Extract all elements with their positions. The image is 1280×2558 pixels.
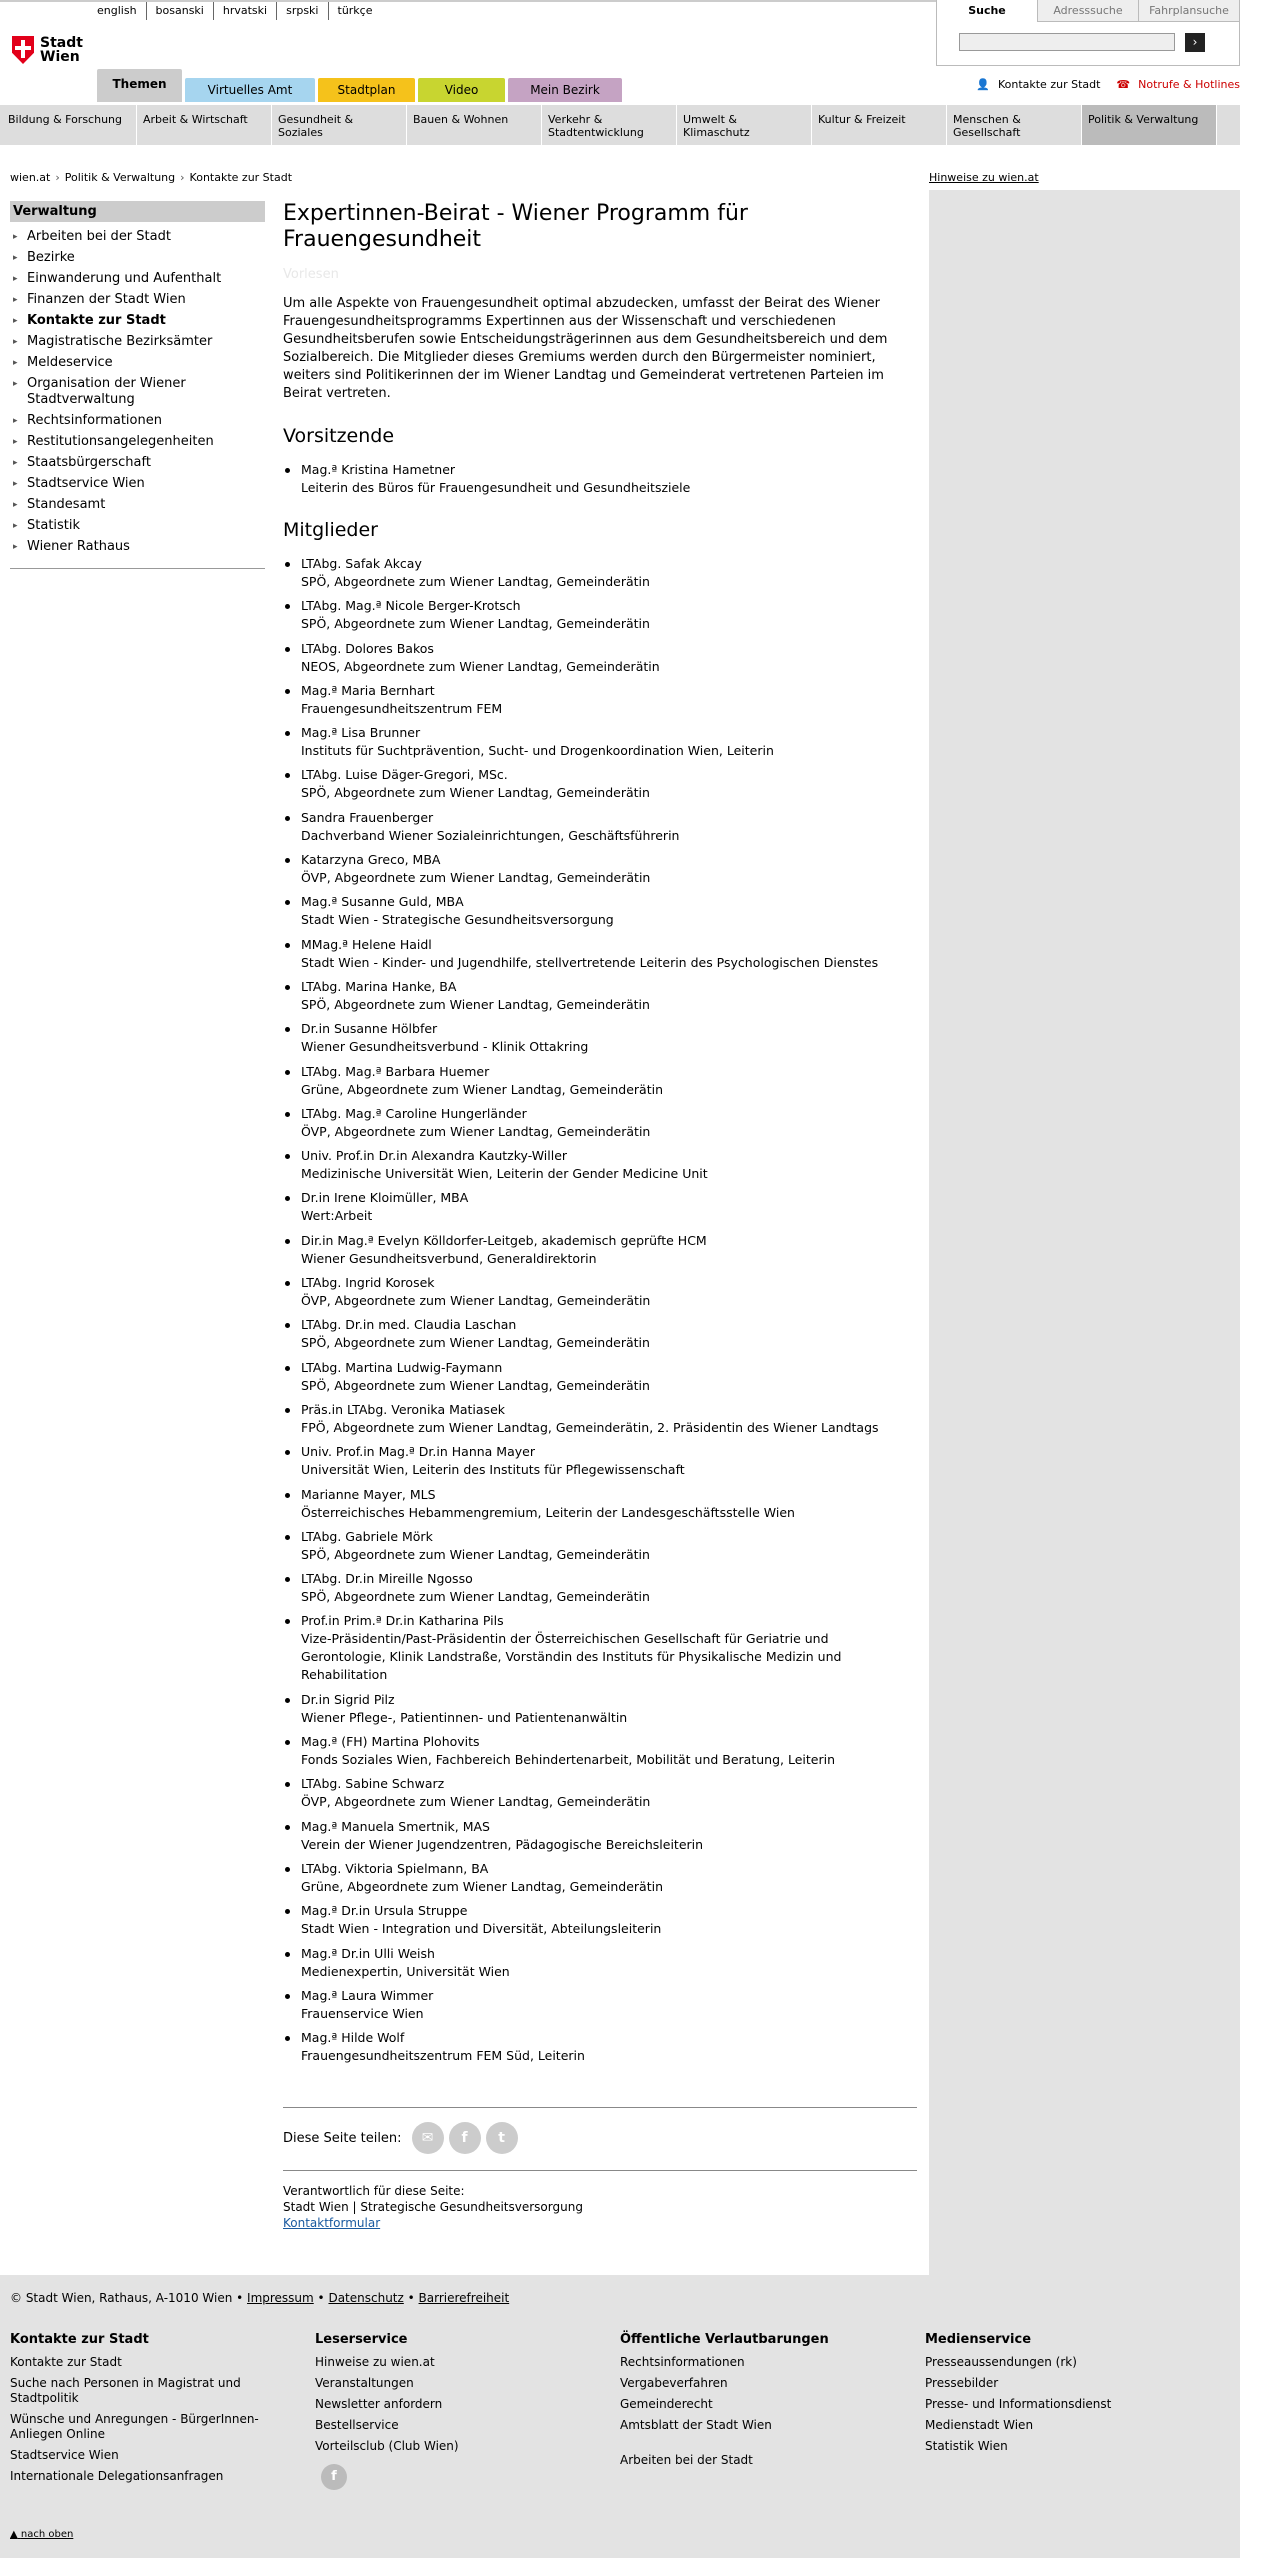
- footer-link[interactable]: Wünsche und Anregungen - BürgerInnen-Anliegen Online: [10, 2412, 259, 2441]
- person-role: Wiener Gesundheitsverbund - Klinik Ottakring: [301, 1039, 589, 1055]
- barrierefreiheit-link[interactable]: Barrierefreiheit: [418, 2291, 510, 2305]
- person-name: Mag.ª Kristina Hametner: [301, 462, 456, 477]
- person-role: Medienexpertin, Universität Wien: [301, 1963, 510, 1979]
- sidebar-title[interactable]: Verwaltung: [10, 201, 265, 222]
- lang-hrvatski[interactable]: hrvatski: [214, 2, 277, 20]
- tab-themen[interactable]: Themen: [97, 69, 182, 102]
- person-role: Frauengesundheitszentrum FEM: [301, 700, 503, 716]
- topic-nav: [0, 105, 1240, 145]
- footer-link[interactable]: Stadtservice Wien: [10, 2448, 119, 2462]
- members-heading: Mitglieder: [283, 519, 378, 541]
- lang-srpski[interactable]: srpski: [277, 2, 328, 20]
- members-list: [283, 555, 917, 2065]
- phone-icon: ☎: [1116, 78, 1131, 91]
- topic-arbeit[interactable]: Arbeit & Wirtschaft: [137, 105, 272, 145]
- person-name: Mag.ª (FH) Martina Plohovits: [301, 1734, 480, 1750]
- footer-column: [10, 2332, 300, 2490]
- footer-column-title: Medienservice: [925, 2332, 1032, 2347]
- person-role: Frauenservice Wien: [301, 2005, 424, 2021]
- contact-form-link[interactable]: Kontaktformular: [283, 2216, 381, 2230]
- breadcrumb-link[interactable]: Politik & Verwaltung: [64, 171, 176, 184]
- person-name: Mag.ª Lisa Brunner: [301, 725, 421, 741]
- person-name: Dr.in Susanne Hölbfer: [301, 1021, 438, 1037]
- person-role: ÖVP, Abgeordnete zum Wiener Landtag, Gemeinderätin: [301, 1123, 651, 1139]
- person-name: Dr.in Sigrid Pilz: [301, 1691, 395, 1707]
- sidebar-item[interactable]: ▸ Magistratische Bezirksämter: [10, 332, 265, 353]
- person-entry: [283, 766, 917, 802]
- person-icon: 👤: [976, 78, 990, 91]
- person-role: ÖVP, Abgeordnete zum Wiener Landtag, Gemeinderätin: [301, 1293, 651, 1309]
- emergency-link[interactable]: ☎ Notrufe & Hotlines: [1116, 78, 1240, 91]
- share-label: Diese Seite teilen:: [283, 2130, 402, 2146]
- person-entry: [283, 1359, 917, 1395]
- responsible-box: [283, 2170, 917, 2231]
- person-entry: [283, 1818, 917, 1854]
- search-input[interactable]: [959, 33, 1175, 51]
- hinweise-link[interactable]: Hinweise zu wien.at: [929, 171, 1039, 184]
- chevron-right-icon: ›: [55, 171, 60, 184]
- read-aloud-button[interactable]: Vorlesen: [283, 267, 339, 282]
- person-name: Sandra Frauenberger: [301, 809, 434, 825]
- person-entry: [283, 1860, 917, 1896]
- person-name: Univ. Prof.in Mag.ª Dr.in Hanna Mayer: [301, 1444, 535, 1460]
- chair-list: [283, 461, 917, 497]
- person-entry: [283, 1147, 917, 1183]
- sidebar-item[interactable]: ▸ Stadtservice Wien: [10, 474, 265, 495]
- chair-heading: Vorsitzende: [283, 425, 395, 447]
- footer-column: [315, 2332, 605, 2490]
- person-name: LTAbg. Marina Hanke, BA: [301, 978, 457, 994]
- sidebar-item[interactable]: ▸ Restitutionsangelegenheiten: [10, 432, 265, 453]
- person-role: SPÖ, Abgeordnete zum Wiener Landtag, Gemeinderätin: [301, 574, 650, 589]
- person-role: Stadt Wien - Kinder- und Jugendhilfe, stellvertretende Leiterin des Psychologischen Dienstes: [301, 954, 879, 970]
- person-role: Wiener Pflege-, Patientinnen- und Patientenanwältin: [301, 1709, 628, 1725]
- lang-bosanski[interactable]: bosanski: [147, 2, 214, 20]
- tab-mein-bezirk[interactable]: Mein Bezirk: [508, 78, 622, 102]
- right-column: [929, 190, 1240, 2275]
- chevron-right-icon: ›: [180, 171, 185, 184]
- person-role: Leiterin des Büros für Frauengesundheit und Gesundheitsziele: [301, 480, 691, 495]
- topic-gesundheit[interactable]: Gesundheit & Soziales: [272, 105, 407, 145]
- person-entry: [283, 809, 917, 845]
- person-name: Mag.ª Manuela Smertnik, MAS: [301, 1818, 490, 1834]
- main-content: [283, 201, 917, 2071]
- person-name: Mag.ª Hilde Wolf: [301, 2030, 405, 2046]
- email-share-icon[interactable]: ✉: [412, 2122, 444, 2154]
- footer-link[interactable]: Vorteilsclub (Club Wien): [315, 2439, 459, 2453]
- caret-up-icon: ▲: [10, 2529, 18, 2540]
- person-role: Universität Wien, Leiterin des Instituts für Pflegewissenschaft: [301, 1462, 685, 1478]
- person-entry: [283, 682, 917, 718]
- footer: [0, 2275, 1240, 2558]
- person-entry: [283, 640, 917, 676]
- person-entry: [283, 936, 917, 972]
- person-name: LTAbg. Dr.in med. Claudia Laschan: [301, 1317, 517, 1333]
- main-tabs: [97, 72, 625, 102]
- person-name: Mag.ª Dr.in Ursula Struppe: [301, 1903, 468, 1919]
- wien-shield-icon: [12, 36, 34, 64]
- share-bar: [283, 2107, 917, 2154]
- person-entry: [283, 1105, 917, 1141]
- person-entry: [283, 978, 917, 1014]
- datenschutz-link[interactable]: Datenschutz: [328, 2291, 404, 2305]
- sidebar-item[interactable]: ▸ Statistik: [10, 516, 265, 537]
- person-role: Stadt Wien - Strategische Gesundheitsversorgung: [301, 912, 614, 928]
- person-role: ÖVP, Abgeordnete zum Wiener Landtag, Gemeinderätin: [301, 1794, 651, 1810]
- person-name: LTAbg. Viktoria Spielmann, BA: [301, 1860, 489, 1876]
- person-role: Österreichisches Hebammengremium, Leiterin der Landesgeschäftsstelle Wien: [301, 1504, 795, 1520]
- person-name: Univ. Prof.in Dr.in Alexandra Kautzky-Willer: [301, 1148, 568, 1164]
- person-name: LTAbg. Dolores Bakos: [301, 640, 434, 656]
- person-name: LTAbg. Gabriele Mörk: [301, 1528, 433, 1544]
- person-entry: [283, 1274, 917, 1310]
- sidebar-item[interactable]: ▸ Standesamt: [10, 495, 265, 516]
- tab-stadtplan[interactable]: Stadtplan: [318, 78, 415, 102]
- breadcrumb: [10, 171, 292, 184]
- person-name: LTAbg. Mag.ª Barbara Huemer: [301, 1063, 490, 1079]
- person-role: SPÖ, Abgeordnete zum Wiener Landtag, Gemeinderätin: [301, 785, 650, 801]
- person-entry: [283, 851, 917, 887]
- sidebar-item[interactable]: ▸ Finanzen der Stadt Wien: [10, 290, 265, 311]
- person-name: Dir.in Mag.ª Evelyn Kölldorfer-Leitgeb, akademisch geprüfte HCM: [301, 1232, 707, 1248]
- header-links: [960, 78, 1240, 91]
- person-role: Instituts für Suchtprävention, Sucht- und Drogenkoordination Wien, Leiterin: [301, 743, 774, 759]
- copyright: © Stadt Wien, Rathaus, A-1010 Wien • Impressum • Datenschutz • Barrierefreiheit: [10, 2291, 510, 2305]
- person-role: Medizinische Universität Wien, Leiterin der Gender Medicine Unit: [301, 1166, 708, 1182]
- lang-english[interactable]: english: [88, 2, 147, 20]
- person-role: Verein der Wiener Jugendzentren, Pädagogische Bereichsleiterin: [301, 1836, 704, 1852]
- page-title: Expertinnen-Beirat - Wiener Programm für Frauengesundheit: [283, 201, 748, 252]
- sidebar-item[interactable]: ▸ Wiener Rathaus: [10, 537, 265, 558]
- person-name: LTAbg. Safak Akcay: [301, 556, 422, 571]
- person-entry: [283, 1902, 917, 1938]
- person-name: LTAbg. Mag.ª Caroline Hungerländer: [301, 1105, 527, 1121]
- contacts-link[interactable]: 👤 Kontakte zur Stadt: [976, 78, 1101, 91]
- topic-kultur[interactable]: Kultur & Freizeit: [812, 105, 947, 145]
- person-entry: [283, 1612, 917, 1684]
- person-name: Mag.ª Susanne Guld, MBA: [301, 894, 464, 910]
- person-name: LTAbg. Luise Däger-Gregori, MSc.: [301, 767, 508, 783]
- person-role: Grüne, Abgeordnete zum Wiener Landtag, Gemeinderätin: [301, 1081, 663, 1097]
- person-name: Mag.ª Maria Bernhart: [301, 682, 435, 698]
- topic-verkehr[interactable]: Verkehr & Stadtentwicklung: [542, 105, 677, 145]
- person-role: Wiener Gesundheitsverbund, Generaldirektorin: [301, 1250, 597, 1266]
- topic-bildung[interactable]: Bildung & Forschung: [2, 105, 137, 145]
- footer-column-title: Kontakte zur Stadt: [10, 2332, 149, 2347]
- sidebar-item[interactable]: ▸ Arbeiten bei der Stadt: [10, 227, 265, 248]
- search-tab-adresssuche[interactable]: Adresssuche: [1037, 0, 1138, 22]
- person-entry: [283, 1189, 917, 1225]
- footer-link[interactable]: Newsletter anfordern: [315, 2397, 443, 2411]
- person-role: Wert:Arbeit: [301, 1208, 373, 1224]
- footer-link[interactable]: Hinweise zu wien.at: [315, 2355, 435, 2369]
- footer-link[interactable]: Gemeinderecht: [620, 2397, 713, 2411]
- sidebar-item[interactable]: ▸ Staatsbürgerschaft: [10, 453, 265, 474]
- sidebar-item[interactable]: ▸ Kontakte zur Stadt: [10, 311, 265, 332]
- footer-link[interactable]: Presse- und Informationsdienst: [925, 2397, 1112, 2411]
- person-role: SPÖ, Abgeordnete zum Wiener Landtag, Gemeinderätin: [301, 1546, 650, 1562]
- person-name: Mag.ª Dr.in Ulli Weish: [301, 1945, 435, 1961]
- responsible-unit: Stadt Wien | Strategische Gesundheitsversorgung: [283, 2200, 583, 2214]
- person-role: Vize-Präsidentin/Past-Präsidentin der Österreichischen Gesellschaft für Geriatrie und Gerontologie, Klinik Landstraße, Vorständin des Instituts für Physikalische Medizin und Rehabilitation: [301, 1631, 842, 1683]
- footer-link[interactable]: Vergabeverfahren: [620, 2376, 728, 2390]
- person-entry: [283, 724, 917, 760]
- person-entry: [283, 1063, 917, 1099]
- person-entry: [283, 461, 917, 497]
- person-entry: [283, 893, 917, 929]
- person-entry: [283, 1733, 917, 1769]
- footer-link[interactable]: Medienstadt Wien: [925, 2418, 1034, 2432]
- person-entry: [283, 1401, 917, 1437]
- person-name: LTAbg. Sabine Schwarz: [301, 1776, 445, 1792]
- person-role: FPÖ, Abgeordnete zum Wiener Landtag, Gemeinderätin, 2. Präsidentin des Wiener Landtags: [301, 1419, 879, 1435]
- twitter-share-icon[interactable]: t: [486, 2122, 518, 2154]
- person-role: SPÖ, Abgeordnete zum Wiener Landtag, Gemeinderätin: [301, 1377, 650, 1393]
- footer-link[interactable]: Kontakte zur Stadt: [10, 2355, 122, 2369]
- tab-virtuelles-amt[interactable]: Virtuelles Amt: [185, 78, 315, 102]
- person-entry: [283, 597, 917, 633]
- sidebar: [10, 201, 265, 569]
- topic-umwelt[interactable]: Umwelt & Klimaschutz: [677, 105, 812, 145]
- impressum-link[interactable]: Impressum: [247, 2291, 314, 2305]
- person-entry: [283, 1020, 917, 1056]
- stadt-wien-logo[interactable]: [12, 36, 83, 64]
- person-name: Dr.in Irene Kloimüller, MBA: [301, 1190, 469, 1206]
- topic-menschen[interactable]: Menschen & Gesellschaft: [947, 105, 1082, 145]
- person-role: SPÖ, Abgeordnete zum Wiener Landtag, Gemeinderätin: [301, 996, 650, 1012]
- tab-video[interactable]: Video: [418, 78, 505, 102]
- person-entry: [283, 1316, 917, 1352]
- sidebar-item[interactable]: ▸ Meldeservice: [10, 353, 265, 374]
- person-role: Grüne, Abgeordnete zum Wiener Landtag, Gemeinderätin: [301, 1878, 663, 1894]
- footer-link[interactable]: Suche nach Personen in Magistrat und Stadtpolitik: [10, 2376, 241, 2405]
- sidebar-item[interactable]: ▸ Organisation der Wiener Stadtverwaltung: [10, 374, 265, 411]
- search-tab-fahrplansuche[interactable]: Fahrplansuche: [1138, 0, 1239, 22]
- topic-bauen[interactable]: Bauen & Wohnen: [407, 105, 542, 145]
- person-entry: [283, 1775, 917, 1811]
- logo-wordmark: Stadt Wien: [40, 35, 83, 65]
- footer-column-title: Leserservice: [315, 2332, 408, 2347]
- person-entry: [283, 1987, 917, 2023]
- search-submit-button[interactable]: ›: [1185, 33, 1205, 52]
- person-role: SPÖ, Abgeordnete zum Wiener Landtag, Gemeinderätin: [301, 616, 650, 632]
- intro-text: Um alle Aspekte von Frauengesundheit optimal abzudecken, umfasst der Beirat des Wiener Frauengesundheitsprogramms Expertinnen aus der Wissenschaft und verschiedenen Gesundheitsberufen sowie Entscheidungsträgerinnen aus dem Gesundheitsbereich und dem Sozialbereich. Die Mitglieder dieses Gremiums werden durch den Bürgermeister nominiert, weiters sind Politikerinnen der im Wiener Landtag und Gemeinderat vertretenen Parteien im Beirat vertreten.: [283, 296, 888, 401]
- person-entry: [283, 2029, 917, 2065]
- lang-turkce[interactable]: türkçe: [337, 4, 373, 17]
- person-name: Katarzyna Greco, MBA: [301, 852, 441, 868]
- back-to-top-link[interactable]: ▲ nach oben: [10, 2529, 74, 2540]
- person-role: SPÖ, Abgeordnete zum Wiener Landtag, Gemeinderätin: [301, 1589, 650, 1605]
- footer-link[interactable]: Pressebilder: [925, 2376, 999, 2390]
- person-name: Marianne Mayer, MLS: [301, 1486, 436, 1502]
- person-name: Mag.ª Laura Wimmer: [301, 1987, 434, 2003]
- person-name: LTAbg. Martina Ludwig-Faymann: [301, 1359, 503, 1375]
- person-entry: [283, 1443, 917, 1479]
- person-name: MMag.ª Helene Haidl: [301, 936, 432, 952]
- person-entry: [283, 555, 917, 591]
- person-entry: [283, 1232, 917, 1268]
- footer-column: [925, 2332, 1215, 2460]
- footer-column-title: Öffentliche Verlautbarungen: [620, 2332, 829, 2347]
- sidebar-list: [10, 227, 265, 558]
- person-entry: [283, 1945, 917, 1981]
- facebook-share-icon[interactable]: f: [449, 2122, 481, 2154]
- person-role: ÖVP, Abgeordnete zum Wiener Landtag, Gemeinderätin: [301, 870, 651, 886]
- footer-link[interactable]: Rechtsinformationen: [620, 2355, 745, 2369]
- person-role: Dachverband Wiener Sozialeinrichtungen, Geschäftsführerin: [301, 827, 680, 843]
- person-role: SPÖ, Abgeordnete zum Wiener Landtag, Gemeinderätin: [301, 1335, 650, 1351]
- breadcrumb-link[interactable]: Kontakte zur Stadt: [189, 171, 293, 184]
- footer-link[interactable]: Veranstaltungen: [315, 2376, 414, 2390]
- sidebar-item[interactable]: ▸ Rechtsinformationen: [10, 411, 265, 432]
- search-tab-suche[interactable]: Suche: [937, 0, 1037, 22]
- person-entry: [283, 1528, 917, 1564]
- responsible-label: Verantwortlich für diese Seite:: [283, 2184, 465, 2198]
- footer-link[interactable]: Internationale Delegationsanfragen: [10, 2469, 224, 2483]
- footer-link[interactable]: Arbeiten bei der Stadt: [620, 2453, 753, 2467]
- person-entry: [283, 1691, 917, 1727]
- person-name: Prof.in Prim.ª Dr.in Katharina Pils: [301, 1613, 504, 1629]
- search-box: [936, 0, 1240, 66]
- breadcrumb-link[interactable]: wien.at: [10, 171, 51, 184]
- person-entry: [283, 1570, 917, 1606]
- person-entry: [283, 1486, 917, 1522]
- topic-politik[interactable]: Politik & Verwaltung: [1082, 105, 1217, 145]
- person-name: LTAbg. Dr.in Mireille Ngosso: [301, 1571, 473, 1587]
- person-role: NEOS, Abgeordnete zum Wiener Landtag, Gemeinderätin: [301, 658, 660, 674]
- person-role: Frauengesundheitszentrum FEM Süd, Leiterin: [301, 2048, 585, 2064]
- person-role: Stadt Wien - Integration und Diversität, Abteilungsleiterin: [301, 1921, 662, 1937]
- person-name: LTAbg. Ingrid Korosek: [301, 1275, 435, 1291]
- person-name: LTAbg. Mag.ª Nicole Berger-Krotsch: [301, 598, 521, 614]
- sidebar-item[interactable]: ▸ Bezirke: [10, 248, 265, 269]
- sidebar-item[interactable]: ▸ Einwanderung und Aufenthalt: [10, 269, 265, 290]
- footer-column: [620, 2332, 910, 2474]
- footer-link[interactable]: Amtsblatt der Stadt Wien: [620, 2418, 772, 2432]
- facebook-icon[interactable]: f: [321, 2464, 347, 2490]
- person-role: Fonds Soziales Wien, Fachbereich Behindertenarbeit, Mobilität und Beratung, Leiterin: [301, 1752, 836, 1768]
- person-name: Präs.in LTAbg. Veronika Matiasek: [301, 1401, 505, 1417]
- footer-link[interactable]: Statistik Wien: [925, 2439, 1008, 2453]
- footer-link[interactable]: Bestellservice: [315, 2418, 399, 2432]
- footer-link[interactable]: Presseaussendungen (rk): [925, 2355, 1077, 2369]
